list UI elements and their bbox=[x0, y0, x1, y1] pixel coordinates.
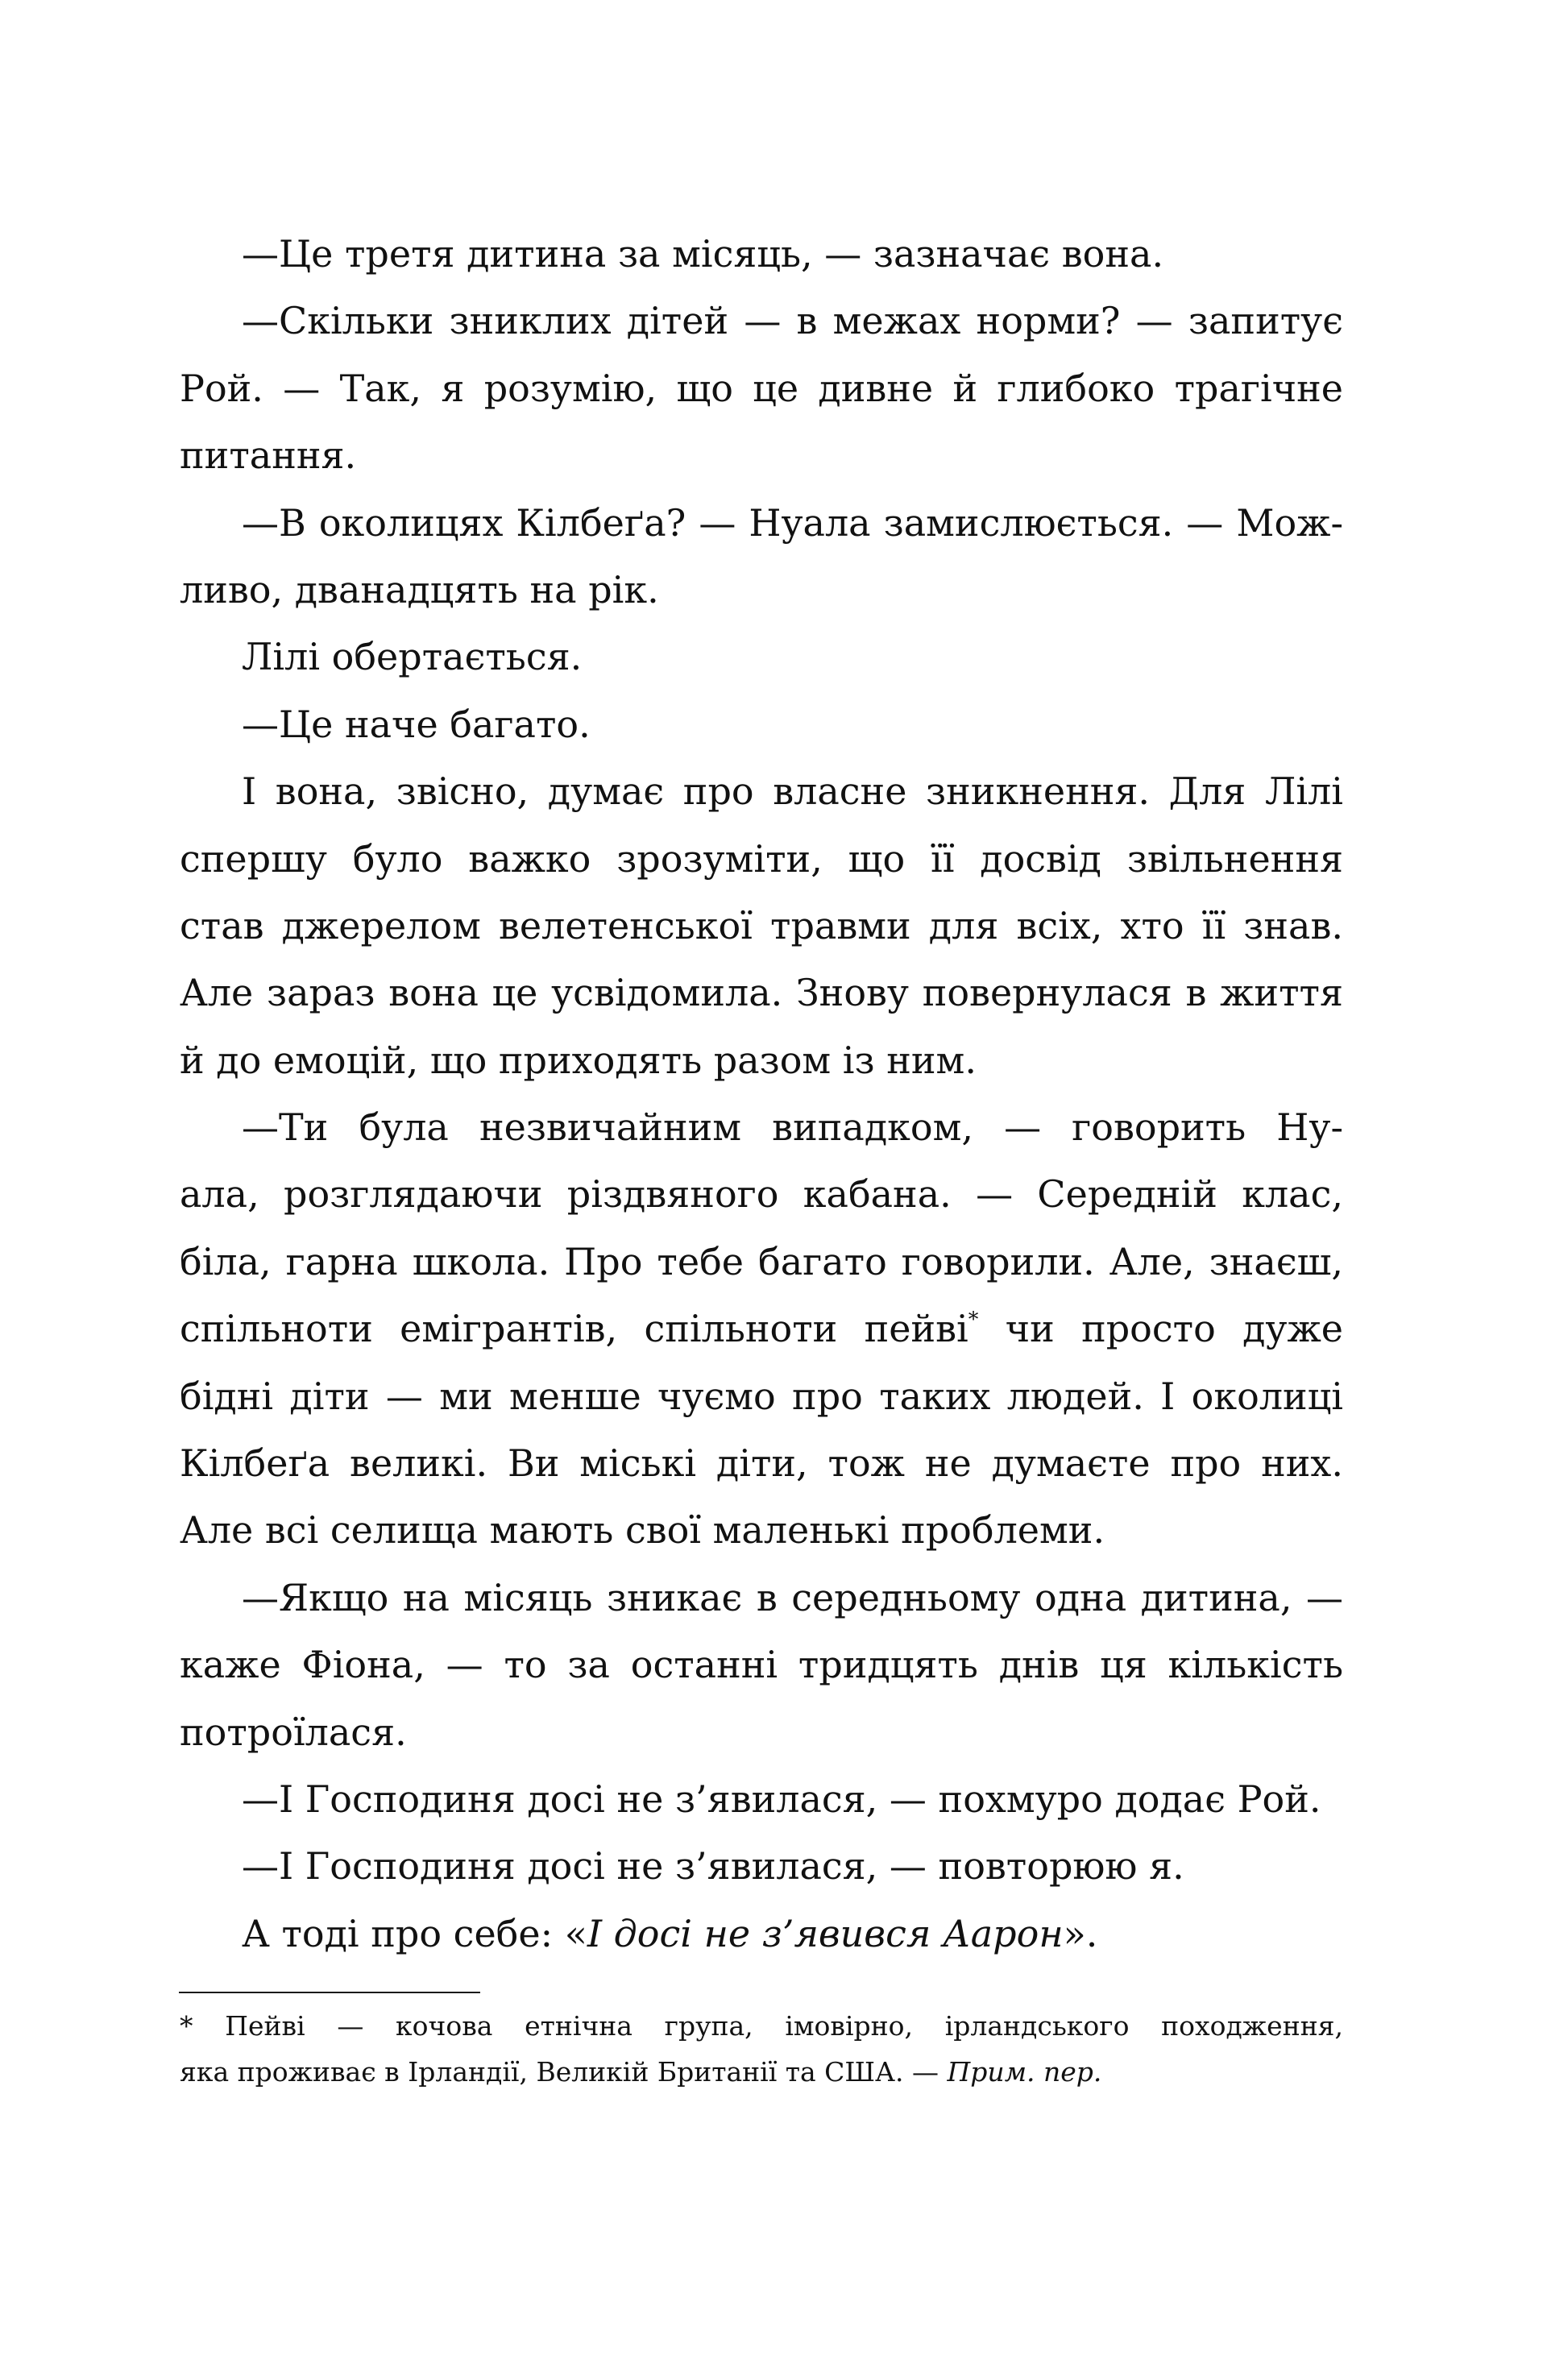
text-line: —Це третя дитина за місяць, — зазначає вона. bbox=[242, 232, 1164, 276]
text-fragment: яка проживає в Ірландії, Великій Британії та США. — bbox=[180, 2056, 948, 2088]
footnote-marker[interactable]: * bbox=[968, 1308, 979, 1332]
text-line: питання. bbox=[180, 433, 357, 478]
text-line: —І Господиня досі не з’явилася, — повторюю я. bbox=[242, 1844, 1184, 1889]
text-line: І вона, звісно, думає про власне зникнення. Для Лілі bbox=[242, 769, 1343, 814]
text-line: —Якщо на місяць зникає в середньому одна дитина, — bbox=[242, 1575, 1343, 1619]
text-line: Але зараз вона це усвідомила. Знову повернулася в життя bbox=[180, 971, 1343, 1015]
text-line: Але всі селища мають свої маленькі проблеми. bbox=[180, 1508, 1105, 1553]
footnote-line bbox=[180, 2049, 1343, 2095]
footnote bbox=[180, 2003, 1343, 2095]
text-line: Рой. — Так, я розумію, що це дивне й глибоко трагічне bbox=[180, 366, 1343, 410]
text-fragment: спільноти емігрантів, спільноти пейві bbox=[180, 1307, 968, 1351]
text-line: бідні діти — ми менше чуємо про таких людей. І околиці bbox=[180, 1374, 1343, 1418]
text-line: став джерелом велетенської травми для всіх, хто її знав. bbox=[180, 903, 1343, 947]
text-line-with-italic bbox=[180, 1901, 1343, 1967]
text-line: Кілбеґа великі. Ви міські діти, тож не думаєте про них. bbox=[180, 1441, 1343, 1486]
text-fragment: А тоді про себе: « bbox=[242, 1911, 587, 1955]
text-line: й до емоцій, що приходять разом із ним. bbox=[180, 1038, 977, 1082]
text-line: —Ти була незвичайним випадком, — говорить Ну- bbox=[242, 1105, 1343, 1150]
text-line: —І Господиня досі не з’явилася, — похмуро додає Рой. bbox=[242, 1777, 1321, 1821]
text-line: —Скільки зниклих дітей — в межах норми? — запитує bbox=[242, 299, 1343, 343]
footnote-line: * Пейві — кочова етнічна група, імовірно, ірландського походження, bbox=[180, 2010, 1343, 2042]
text-line: —Це наче багато. bbox=[242, 702, 591, 746]
text-line: каже Фіона, — то за останні тридцять днів ця кількість bbox=[180, 1643, 1343, 1687]
text-line: біла, гарна школа. Про тебе багато говорили. Але, знаєш, bbox=[180, 1239, 1343, 1283]
text-line-with-footnote bbox=[180, 1296, 1343, 1362]
footnote-divider bbox=[179, 1992, 480, 1993]
text-line: спершу було важко зрозуміти, що її досвід звільнення bbox=[180, 836, 1343, 881]
text-line: ала, розглядаючи різдвяного кабана. — Середній клас, bbox=[180, 1172, 1343, 1217]
translator-note: Прим. пер. bbox=[947, 2056, 1102, 2088]
italic-quote: І досі не з’явився Аарон bbox=[587, 1911, 1064, 1955]
text-line: Лілі обертається. bbox=[242, 635, 583, 679]
text-line: ливо, дванадцять на рік. bbox=[180, 567, 659, 612]
body-text bbox=[180, 221, 1343, 1967]
text-fragment: ». bbox=[1063, 1911, 1098, 1955]
text-line: потроїлася. bbox=[180, 1710, 407, 1754]
text-line: —В околицях Кілбеґа? — Нуала замислюється. — Мож- bbox=[242, 500, 1343, 545]
text-fragment: чи просто дуже bbox=[978, 1307, 1343, 1351]
